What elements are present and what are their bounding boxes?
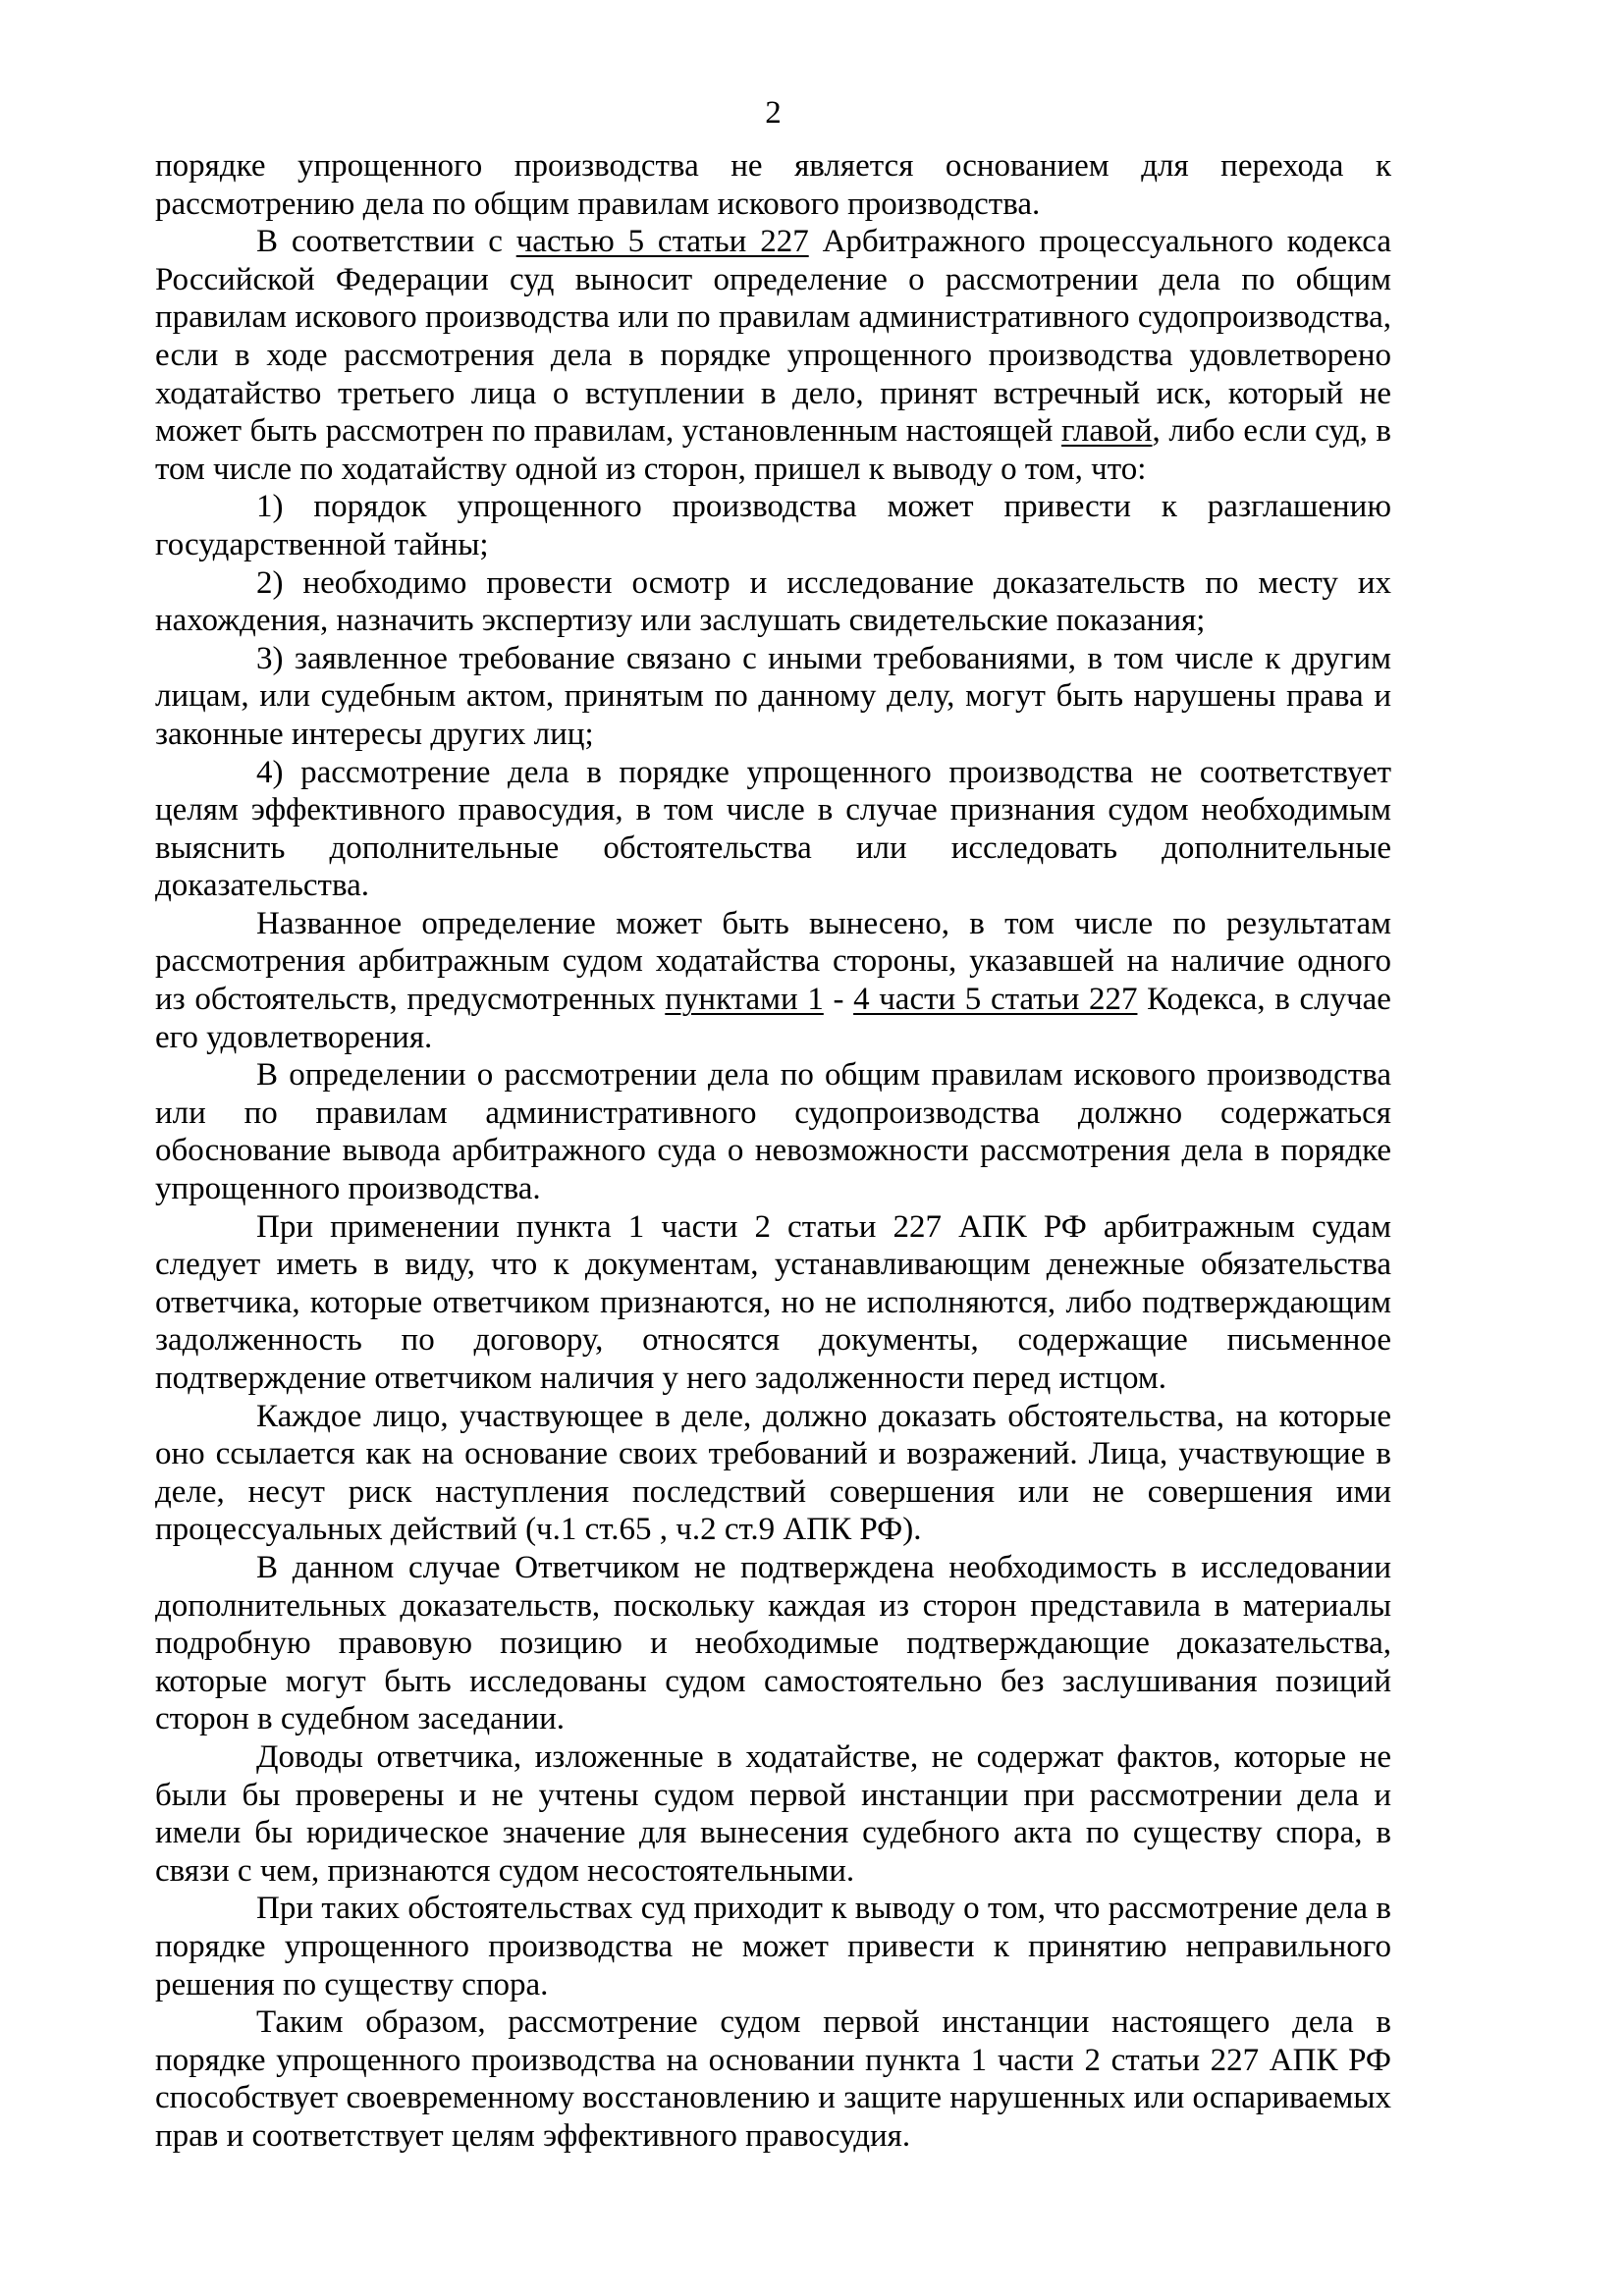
text-run: Таким образом, рассмотрение судом первой инстанции настоящего дела в порядке упрощенного производства на основании пункта 1 части 2 статьи 227 АПК РФ способствует своевременному восстановлению и защите нарушенных или оспариваемых прав и соответствует целям эффективного правосудия. — [155, 2004, 1391, 2154]
paragraph-2 — [155, 223, 1391, 488]
text-run: При применении пункта 1 части 2 статьи 227 АПК РФ арбитражным судам следует иметь в виду, что к документам, устанавливающим денежные обязательства ответчика, которые ответчиком признаются, но не исполняются, либо подтверждающим задолженность по договору, относятся документы, содержащие письменное подтверждение ответчиком наличия у него задолженности перед истцом. — [155, 1208, 1391, 1396]
paragraph-11 — [155, 1549, 1391, 1738]
paragraph-13 — [155, 1890, 1391, 2003]
underlined-text: частью 5 статьи 227 — [515, 224, 809, 260]
paragraph-10 — [155, 1398, 1391, 1549]
underlined-text: пунктами 1 — [665, 982, 824, 1018]
text-run: Арбитражного процессуального кодекса Российской Федерации суд выносит определение о рассмотрении дела по общим правилам искового производства или по правилам административного судопроизводства, если в ходе рассмотрения дела в порядке упрощенного производства удовлетворено ходатайство третьего лица о вступлении в дело, принят встречный иск, который не может быть рассмотрен по правилам, установленным настоящей — [155, 224, 1391, 450]
paragraph-8 — [155, 1056, 1391, 1207]
paragraph-4 — [155, 564, 1391, 640]
text-run: При таких обстоятельствах суд приходит к выводу о том, что рассмотрение дела в порядке упрощенного производства не может привести к принятию неправильного решения по существу спора. — [155, 1891, 1391, 2002]
paragraph-3 — [155, 488, 1391, 563]
text-run: В определении о рассмотрении дела по общим правилам искового производства или по правилам административного судопроизводства должно содержаться обоснование вывода арбитражного суда о невозможности рассмотрения дела в порядке упрощенного производства. — [155, 1057, 1391, 1207]
document-text — [155, 147, 1391, 2155]
paragraph-12 — [155, 1738, 1391, 1890]
paragraph-5 — [155, 640, 1391, 754]
text-run: Каждое лицо, участвующее в деле, должно доказать обстоятельства, на которые оно ссылается как на основание своих требований и возражений. Лица, участвующие в деле, несут риск наступления последствий совершения или не совершения ими процессуальных действий (ч.1 ст.65 , ч.2 ст.9 АПК РФ). — [155, 1398, 1391, 1548]
paragraph-1 — [155, 147, 1391, 223]
text-run: 3) заявленное требование связано с иными требованиями, в том числе к другим лицам, или судебным актом, принятым по данному делу, могут быть нарушены права и законные интересы других лиц; — [155, 640, 1391, 752]
text-run: В соответствии с — [256, 224, 516, 260]
text-run: 4) рассмотрение дела в порядке упрощенного производства не соответствует целям эффективного правосудия, в том числе в случае признания судом необходимым выяснить дополнительные обстоятельства или исследовать дополнительные доказательства. — [155, 754, 1391, 904]
text-run: Доводы ответчика, изложенные в ходатайстве, не содержат фактов, которые не были бы проверены и не учтены судом первой инстанции при рассмотрении дела и имели бы юридическое значение для вынесения судебного акта по существу спора, в связи с чем, признаются судом несостоятельными. — [155, 1738, 1391, 1889]
paragraph-14 — [155, 2003, 1391, 2155]
text-run: В данном случае Ответчиком не подтверждена необходимость в исследовании дополнительных доказательств, поскольку каждая из сторон представила в материалы подробную правовую позицию и необходимые подтверждающие доказательства, которые могут быть исследованы судом самостоятельно без заслушивания позиций сторон в судебном заседании. — [155, 1549, 1391, 1737]
text-run: Кодекса, в случае его удовлетворения. — [155, 982, 1391, 1055]
underlined-text: 4 части 5 статьи 227 — [853, 982, 1138, 1018]
text-run: порядке упрощенного производства не является основанием для перехода к рассмотрению дела по общим правилам искового производства. — [155, 148, 1391, 222]
text-run: Названное определение может быть вынесено, в том числе по результатам рассмотрения арбитражным судом ходатайства стороны, указавшей на наличие одного из обстоятельств, предусмотренных — [155, 905, 1391, 1018]
paragraph-9 — [155, 1208, 1391, 1398]
underlined-text: главой — [1061, 413, 1153, 450]
text-run: , либо если суд, в том числе по ходатайству одной из сторон, пришел к выводу о том, что: — [155, 413, 1392, 487]
page-number: 2 — [765, 95, 782, 131]
paragraph-6 — [155, 754, 1391, 905]
text-run: 1) порядок упрощенного производства может привести к разглашению государственной тайны; — [155, 489, 1391, 562]
text-run: 2) необходимо провести осмотр и исследование доказательств по месту их нахождения, назначить экспертизу или заслушать свидетельские показания; — [155, 564, 1391, 639]
paragraph-7 — [155, 905, 1391, 1056]
text-run: - — [823, 982, 854, 1018]
